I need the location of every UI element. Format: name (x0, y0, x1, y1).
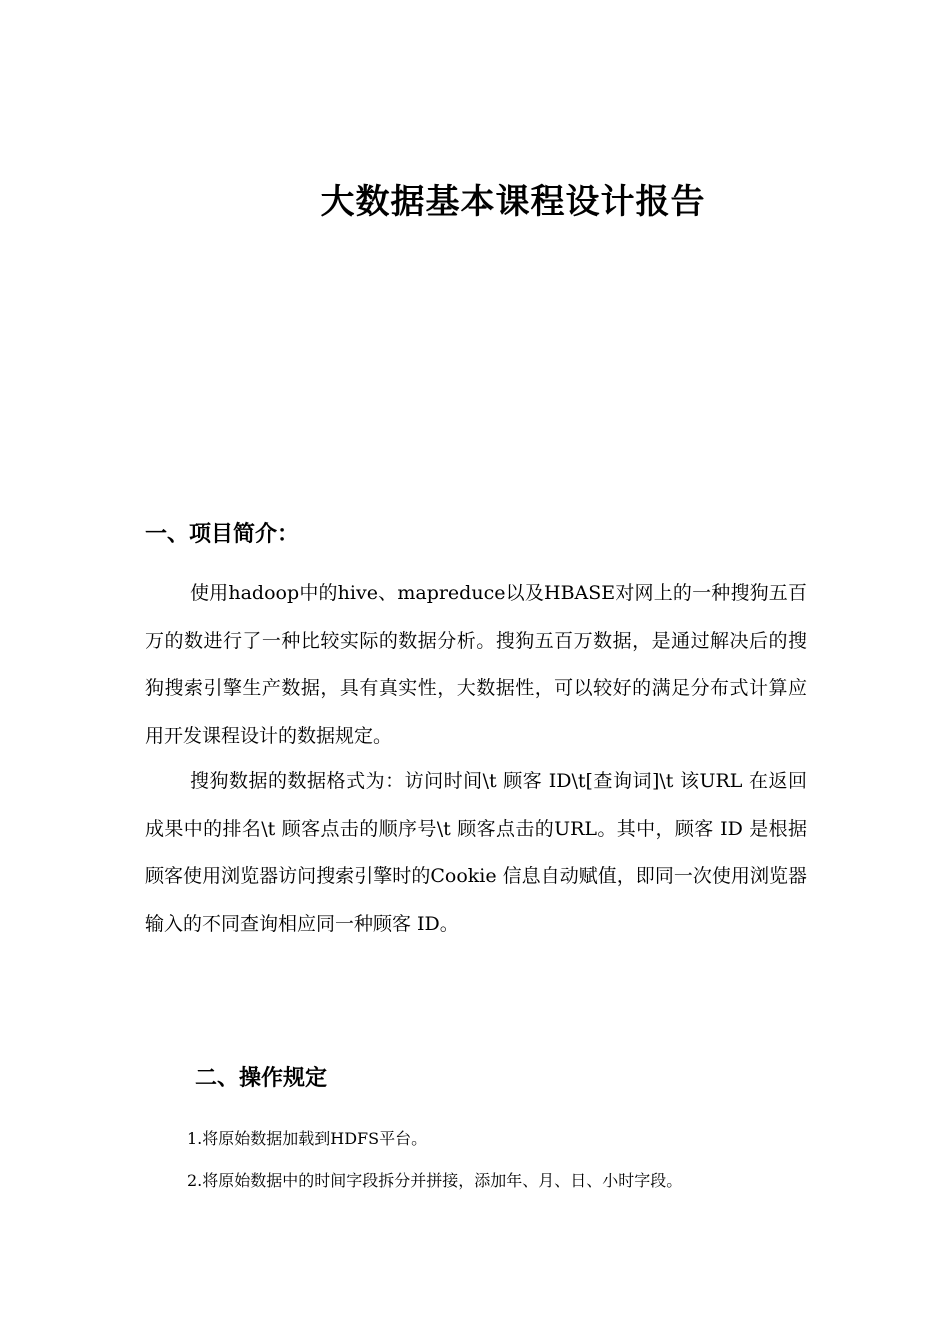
section-heading-requirements: 二、操作规定 (195, 1066, 328, 1091)
list-item: 1.将原始数据加载到HDFS平台。 (187, 1129, 428, 1148)
list-item: 2.将原始数据中的时间字段拆分并拼接，添加年、月、日、小时字段。 (187, 1171, 683, 1190)
section-heading-intro: 一、项目简介： (145, 522, 300, 547)
paragraph-data-format: 搜狗数据的数据格式为：访问时间\t 顾客 ID\t[查询词]\t 该URL 在返回成果中的排名\t 顾客点击的顺序号\t 顾客点击的URL。其中，顾客 ID 是根据顾客使用浏览器访问搜索引擎时的Cookie 信息自动赋值，即同一次使用浏览器输入的不同查询相应同一种顾客 ID。 (145, 770, 807, 935)
paragraph-intro: 使用hadoop中的hive、mapreduce以及HBASE对网上的一种搜狗五百万的数进行了一种比较实际的数据分析。搜狗五百万数据，是通过解决后的搜狗搜索引擎生产数据，具有真实性，大数据性，可以较好的满足分布式计算应用开发课程设计的数据规定。 (145, 582, 807, 747)
page-title: 大数据基本课程设计报告 (320, 182, 706, 222)
